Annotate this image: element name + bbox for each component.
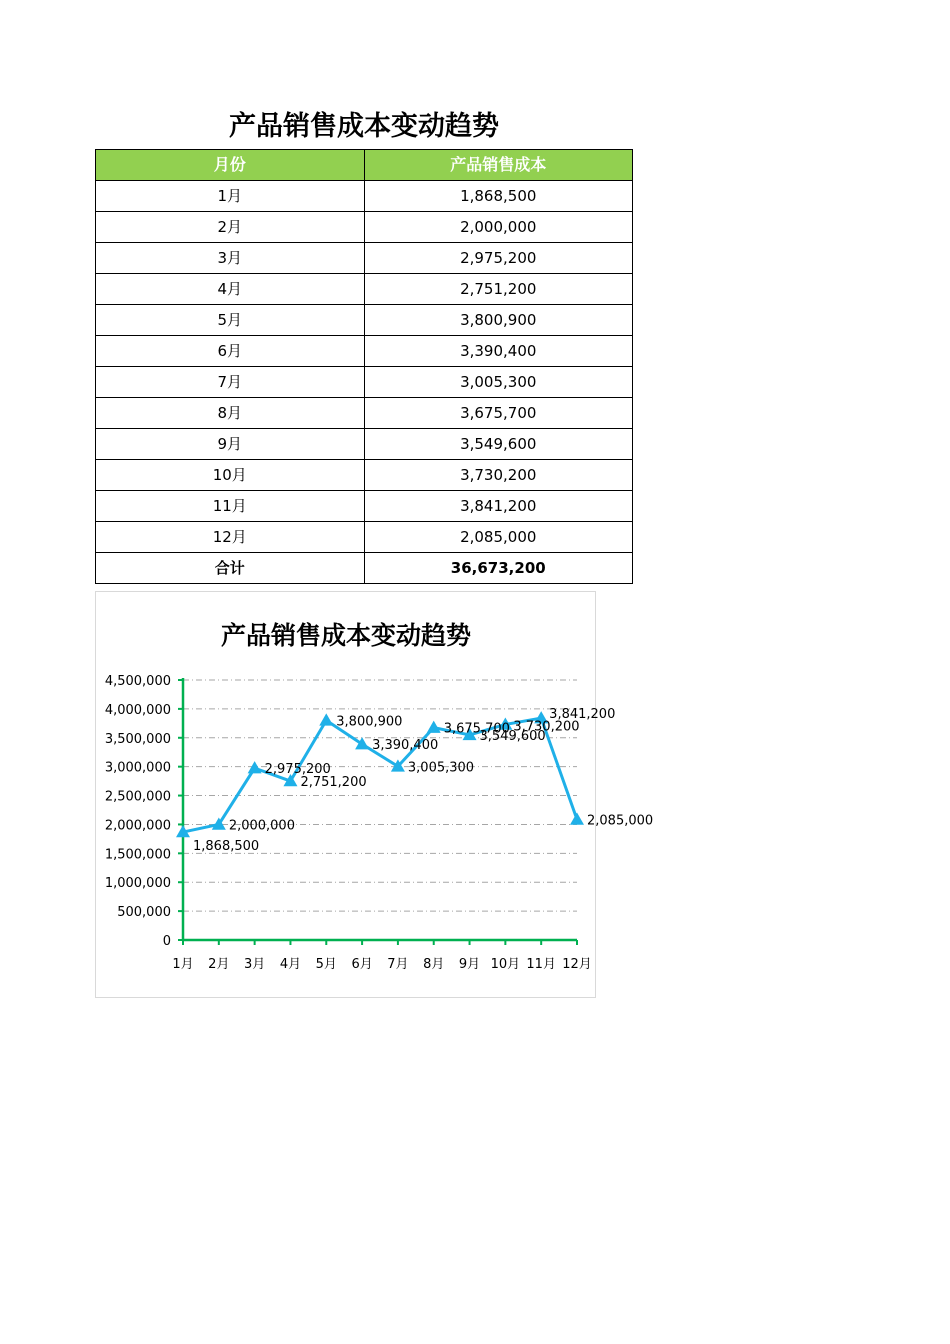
month-cell: 2月 [96, 212, 365, 243]
data-label: 2,975,200 [264, 762, 331, 778]
table-row [96, 336, 633, 367]
y-tick-label: 2,000,000 [104, 818, 171, 834]
total-value-cell: 36,673,200 [364, 553, 633, 584]
month-cell: 10月 [96, 460, 365, 491]
header-cost: 产品销售成本 [364, 150, 633, 181]
month-cell: 4月 [96, 274, 365, 305]
y-tick-label: 500,000 [117, 905, 171, 921]
table-row [96, 460, 633, 491]
cost-cell: 2,000,000 [364, 212, 633, 243]
cost-cell: 2,085,000 [364, 522, 633, 553]
header-month: 月份 [96, 150, 365, 181]
month-cell: 3月 [96, 243, 365, 274]
data-label: 3,675,700 [443, 721, 510, 737]
month-cell: 1月 [96, 181, 365, 212]
data-label: 2,085,000 [587, 813, 654, 829]
data-label: 3,730,200 [513, 719, 580, 735]
table-row [96, 367, 633, 398]
data-point-marker [319, 713, 333, 725]
data-label: 3,005,300 [407, 760, 475, 776]
cost-cell: 3,730,200 [364, 460, 633, 491]
x-tick-label: 4月 [279, 957, 302, 972]
x-tick-label: 7月 [387, 957, 409, 972]
cost-cell: 3,390,400 [364, 336, 633, 367]
data-point-marker [427, 721, 441, 733]
cost-cell: 3,005,300 [364, 367, 633, 398]
y-tick-label: 4,000,000 [104, 702, 171, 718]
x-tick-label: 1月 [172, 957, 194, 972]
data-label: 3,549,600 [479, 728, 546, 744]
data-label: 3,841,200 [549, 707, 616, 723]
cost-cell: 1,868,500 [364, 181, 633, 212]
line-chart-svg [96, 592, 654, 999]
page-title: 产品销售成本变动趋势 [229, 111, 499, 142]
table-row [96, 522, 633, 553]
table-row [96, 429, 633, 460]
month-cell: 6月 [96, 336, 365, 367]
table-row [96, 491, 633, 522]
cost-cell: 2,751,200 [364, 274, 633, 305]
table-row [96, 181, 633, 212]
data-label: 3,800,900 [336, 714, 403, 730]
total-label-cell: 合计 [96, 553, 365, 584]
x-tick-label: 9月 [458, 957, 481, 972]
x-tick-label: 5月 [315, 957, 337, 972]
y-tick-label: 2,500,000 [104, 789, 171, 805]
x-tick-label: 11月 [526, 957, 556, 972]
month-cell: 12月 [96, 522, 365, 553]
month-cell: 7月 [96, 367, 365, 398]
trend-chart [95, 591, 654, 998]
data-label: 2,751,200 [300, 775, 367, 791]
y-tick-label: 4,500,000 [104, 674, 171, 689]
table-row [96, 274, 633, 305]
y-tick-label: 3,500,000 [104, 731, 171, 747]
y-tick-label: 1,500,000 [104, 847, 171, 863]
data-label: 3,390,400 [372, 738, 439, 754]
x-tick-label: 10月 [490, 957, 521, 972]
x-tick-label: 12月 [562, 957, 592, 972]
data-point-marker [570, 813, 584, 825]
cost-cell: 3,800,900 [364, 305, 633, 336]
month-cell: 11月 [96, 491, 365, 522]
data-label: 2,000,000 [228, 818, 295, 834]
y-tick-label: 3,000,000 [104, 760, 171, 776]
data-point-marker [248, 761, 262, 773]
cost-cell: 3,675,700 [364, 398, 633, 429]
x-tick-label: 2月 [208, 957, 230, 972]
cost-cell: 3,841,200 [364, 491, 633, 522]
table-row [96, 398, 633, 429]
cost-table [95, 149, 633, 584]
x-tick-label: 3月 [243, 957, 266, 972]
table-header-row [96, 150, 633, 181]
x-tick-label: 6月 [351, 957, 373, 972]
cost-cell: 3,549,600 [364, 429, 633, 460]
table-row [96, 243, 633, 274]
table-row [96, 305, 633, 336]
data-label: 1,868,500 [193, 839, 260, 855]
chart-title: 产品销售成本变动趋势 [220, 621, 472, 650]
data-point-marker [355, 737, 369, 749]
total-row [96, 553, 633, 584]
month-cell: 5月 [96, 305, 365, 336]
month-cell: 8月 [96, 398, 365, 429]
y-tick-label: 0 [162, 934, 171, 949]
table-row [96, 212, 633, 243]
cost-cell: 2,975,200 [364, 243, 633, 274]
x-tick-label: 8月 [423, 957, 445, 972]
y-tick-label: 1,000,000 [104, 876, 171, 892]
month-cell: 9月 [96, 429, 365, 460]
